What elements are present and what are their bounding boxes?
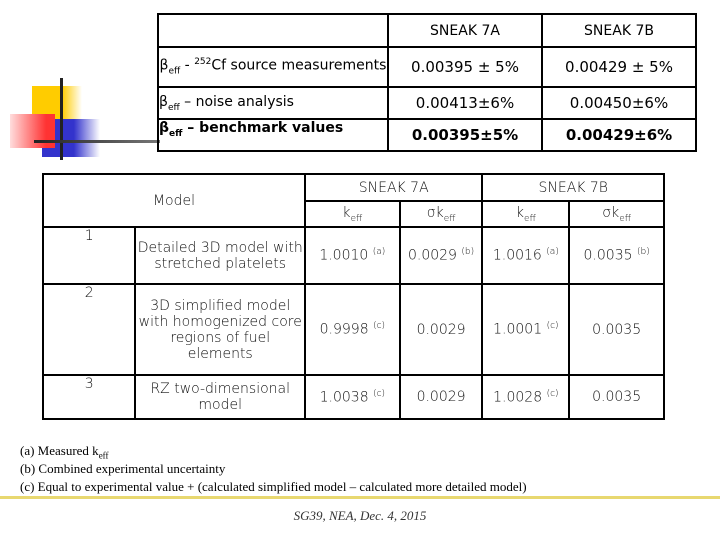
divider — [0, 496, 720, 499]
table-row: $\beta_{eff}$ – benchmark values 0.00395±5% 0.00429±6% — [158, 119, 696, 151]
table-row: 3 RZ two-dimensional model 1.0038 $^{(c)}$ 0.0029 1.0028 $^{(c)}$ 0.0035 — [43, 375, 664, 419]
footer-text: SG39, NEA, Dec. 4, 2015 — [293, 508, 427, 523]
footnote-b: (b) Combined experimental uncertainty — [20, 461, 226, 476]
beta-eff-table: SNEAK 7A SNEAK 7B $\beta_{eff} - ^{252}Cf$ source measurements 0.00395 ± 5% 0.00429 ± 5% $\beta_{eff}$ – noise analysis 0.00413±6% 0.00450±6% $\beta_{eff}$ – benchmark values 0.00395±5% 0.00429±6% — [157, 13, 697, 152]
table-row: $\beta_{eff}$ – noise analysis 0.00413±6% 0.00450±6% — [158, 87, 696, 119]
model-table: Model SNEAK 7A SNEAK 7B $k_{eff}$ $\sigma k_{eff}$ $k_{eff}$ $\sigma k_{eff}$ 1 Detailed 3D model with stretched platelets 1.0010 $^{(a)}$ 0.0029 $^{(b)}$ 1.0016 $^{(a)}$ 0.0035 $^{(b)}$ 2 3D simplified model with homogenized core regions of fuel elements 0.9998 $^{(c)}$ 0.0029 1.0001 $^{(c)}$ 0.0035 3 RZ two-dimensional model 1.0038 $^{(c)}$ 0.0029 1.0028 $^{(c)}$ 0.0035 — [42, 173, 665, 420]
footnote-a: (a) Measured $k_{eff}$ — [20, 443, 109, 461]
table-row: $\beta_{eff} - ^{252}Cf$ source measurements 0.00395 ± 5% 0.00429 ± 5% — [158, 47, 696, 87]
table-row: 2 3D simplified model with homogenized core regions of fuel elements 0.9998 $^{(c)}$ 0.0029 1.0001 $^{(c)}$ 0.0035 — [43, 284, 664, 375]
footnote-c: (c) Equal to experimental value + (calculated simplified model – calculated more detailed model) — [20, 479, 527, 494]
table-row: 1 Detailed 3D model with stretched platelets 1.0010 $^{(a)}$ 0.0029 $^{(b)}$ 1.0016 $^{(a)}$ 0.0035 $^{(b)}$ — [43, 227, 664, 284]
